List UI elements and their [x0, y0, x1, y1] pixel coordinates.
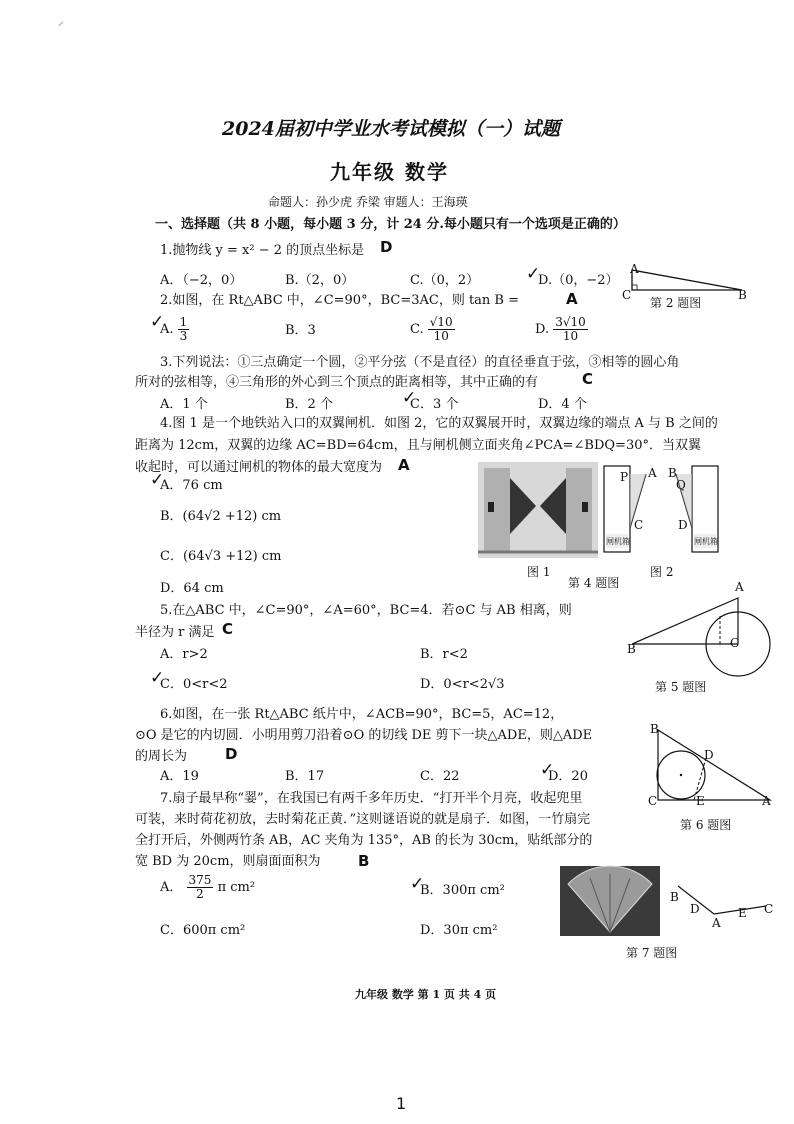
q3-line-1: 3.下列说法：①三点确定一个圆，②平分弦（不是直径）的直径垂直于弦，③相等的圆心角 — [160, 355, 680, 370]
q1-option-c: C.（0，2） — [410, 273, 480, 288]
q6-option-c: C．22 — [420, 769, 460, 784]
fig2-label-b: B — [738, 288, 747, 302]
fig4-gate-label-right: 闸机箱 — [694, 537, 718, 546]
q2-option-d-fraction: $\frac{3√10}{10}$ — [555, 315, 586, 343]
fig6-label-d: D — [704, 748, 714, 762]
q6-option-a: A．19 — [160, 769, 199, 784]
q3-option-a: A．1 个 — [160, 397, 208, 412]
q7-line-2: 可装，来时荷花初放，去时菊花正黄．”这则谜语说的就是扇子．如图，一竹扇完 — [135, 812, 591, 827]
q3-check-mark: ✓ — [402, 388, 417, 408]
fig4-gate-label-left: 闸机箱 — [606, 537, 630, 546]
q5-line-2: 半径为 r 满足 — [135, 625, 215, 640]
q1-option-a: A．（−2，0） — [160, 273, 243, 288]
q7-check-mark: ✓ — [410, 874, 425, 894]
fig6-label-b: B — [650, 722, 659, 736]
q4-line-2: 距离为 12cm，双翼的边缘 AC=BD=64cm，且与闸机侧立面夹角∠PCA=∠BDQ=30°．当双翼 — [135, 438, 701, 453]
q5-option-d: D．0<r<2√3 — [420, 677, 505, 692]
q2-option-a-fraction: $\frac{1}{3}$ — [179, 315, 188, 343]
fig5-label-b: B — [627, 642, 636, 656]
q2-option-b: B．3 — [285, 323, 316, 338]
q1-option-b: B.（2，0） — [285, 273, 355, 288]
q4-option-c: C．(64√3 +12) cm — [160, 549, 282, 564]
fig4-caption-1: 图 1 — [527, 565, 551, 579]
fig2-caption: 第 2 题图 — [650, 296, 702, 310]
q6-line-2: ⊙O 是它的内切圆．小明用剪刀沿着⊙O 的切线 DE 剪下一块△ADE，则△ADE — [135, 728, 593, 743]
q5-option-a: A．r>2 — [160, 647, 208, 662]
q7-line-4: 宽 BD 为 20cm，则扇面面积为 — [135, 854, 321, 869]
q2-option-a — [160, 316, 189, 343]
figure-6-incircle — [648, 720, 778, 810]
fig6-caption: 第 6 题图 — [680, 818, 732, 832]
q2-answer-mark: A — [566, 290, 578, 308]
fig2-label-c: C — [622, 288, 632, 302]
fig6-label-e: E — [696, 794, 705, 808]
q7-option-a: A． $\frac{375}{2}$ π cm² — [160, 873, 256, 901]
q6-line-3: 的周长为 — [135, 749, 188, 764]
q2-option-d: D. $\frac{3√10}{10}$ — [535, 315, 586, 343]
q5-option-b: B．r<2 — [420, 647, 468, 662]
fig5-caption: 第 5 题图 — [655, 680, 707, 694]
fig6-label-a: A — [762, 794, 771, 808]
fig7-label-b: B — [670, 890, 679, 904]
authors-line: 命题人：孙少虎 乔梁 审题人：王海瑛 — [268, 195, 468, 209]
q3-option-c: C．3 个 — [410, 397, 459, 412]
page-number: 1 — [396, 1094, 407, 1113]
fig7-label-e: E — [738, 906, 747, 920]
q7-option-a-fraction: $\frac{375}{2}$ — [188, 873, 212, 901]
fig4-label-a: A — [648, 466, 657, 480]
fig5-label-a: A — [735, 580, 744, 594]
q7-option-b: B．300π cm² — [420, 883, 505, 898]
q6-option-d: D．20 — [548, 769, 588, 784]
fig7-label-a: A — [712, 916, 721, 930]
figure-7-fan-photo — [560, 866, 660, 936]
q1-check-mark: ✓ — [526, 264, 541, 284]
q6-check-mark: ✓ — [540, 760, 555, 780]
q5-check-mark: ✓ — [150, 668, 165, 688]
q6-answer-mark: D — [225, 745, 238, 763]
fig6-label-c: C — [648, 794, 658, 808]
q4-option-b: B．(64√2 +12) cm — [160, 509, 282, 524]
figure-4-gate-photo — [478, 462, 598, 558]
q7-line-1: 7.扇子最早称“翣”，在我国已有两千多年历史．“打开半个月亮，收起兜里 — [160, 791, 583, 806]
q5-line-1: 5.在△ABC 中，∠C=90°，∠A=60°，BC=4．若⊙C 与 AB 相离，则 — [160, 603, 572, 618]
q2-option-c-fraction: $\frac{√10}{10}$ — [429, 315, 453, 343]
fig4-label-d: D — [678, 518, 688, 532]
q5-option-c: C．0<r<2 — [160, 677, 228, 692]
fig4-label-p: P — [620, 470, 629, 484]
q4-line-1: 4.图 1 是一个地铁站入口的双翼闸机．如图 2，它的双翼展开时，双翼边缘的端点 A 与 B 之间的 — [160, 416, 718, 431]
q6-line-1: 6.如图，在一张 Rt△ABC 纸片中，∠ACB=90°，BC=5，AC=12， — [160, 707, 564, 722]
q1-answer-mark: D — [380, 238, 393, 256]
page-footer: 九年级 数学 第 1 页 共 4 页 — [355, 988, 497, 1001]
q2-check-mark: ✓ — [150, 312, 165, 332]
q7-option-d: D．30π cm² — [420, 923, 498, 938]
q1-option-d: D.（0，−2） — [538, 273, 619, 288]
corner-mark: ⸝ — [58, 15, 64, 28]
q7-answer-mark: B — [358, 852, 370, 870]
q1-stem: 1.抛物线 y = x² − 2 的顶点坐标是 — [160, 243, 365, 258]
q3-option-d: D．4 个 — [538, 397, 587, 412]
fig7-caption: 第 7 题图 — [626, 946, 678, 960]
q4-option-a: A．76 cm — [160, 478, 223, 493]
fig5-label-c: C — [730, 636, 740, 650]
q3-option-b: B．2 个 — [285, 397, 333, 412]
q4-line-3: 收起时，可以通过闸机的物体的最大宽度为 — [135, 460, 383, 475]
q6-option-b: B．17 — [285, 769, 325, 784]
page-subtitle: 九年级 数学 — [330, 160, 449, 184]
figure-5-triangle-circle — [622, 578, 772, 678]
fig4-caption: 第 4 题图 — [568, 576, 620, 590]
q4-option-d: D．64 cm — [160, 581, 224, 596]
fig7-label-c: C — [764, 902, 774, 916]
figure-7-fan-diagram — [666, 880, 776, 930]
q3-line-2: 所对的弦相等，④三角形的外心到三个顶点的距离相等，其中正确的有 — [135, 375, 539, 390]
q2-option-a-label: A. — [160, 322, 174, 337]
fig4-caption-2: 图 2 — [650, 565, 674, 579]
fig4-label-b: B — [668, 466, 677, 480]
fig4-label-c: C — [634, 518, 644, 532]
q7-option-c: C．600π cm² — [160, 923, 246, 938]
q2-stem: 2.如图，在 Rt△ABC 中，∠C=90°，BC=3AC，则 tan B = — [160, 293, 520, 308]
q2-option-c: C. $\frac{√10}{10}$ — [410, 315, 453, 343]
fig2-label-a: A — [630, 262, 639, 276]
section-heading: 一、选择题（共 8 小题，每小题 3 分，计 24 分.每小题只有一个选项是正确的） — [155, 217, 626, 232]
fig7-label-d: D — [690, 902, 700, 916]
q4-check-mark: ✓ — [150, 470, 165, 490]
q7-line-3: 全打开后，外侧两竹条 AB，AC 夹角为 135°，AB 的长为 30cm，贴纸部分的 — [135, 833, 593, 848]
q4-answer-mark: A — [398, 456, 410, 474]
page-title: 2024届初中学业水考试模拟（一）试题 — [222, 118, 560, 140]
fig4-label-q: Q — [676, 478, 686, 492]
q5-answer-mark: C — [222, 620, 234, 638]
q3-answer-mark: C — [582, 370, 594, 388]
